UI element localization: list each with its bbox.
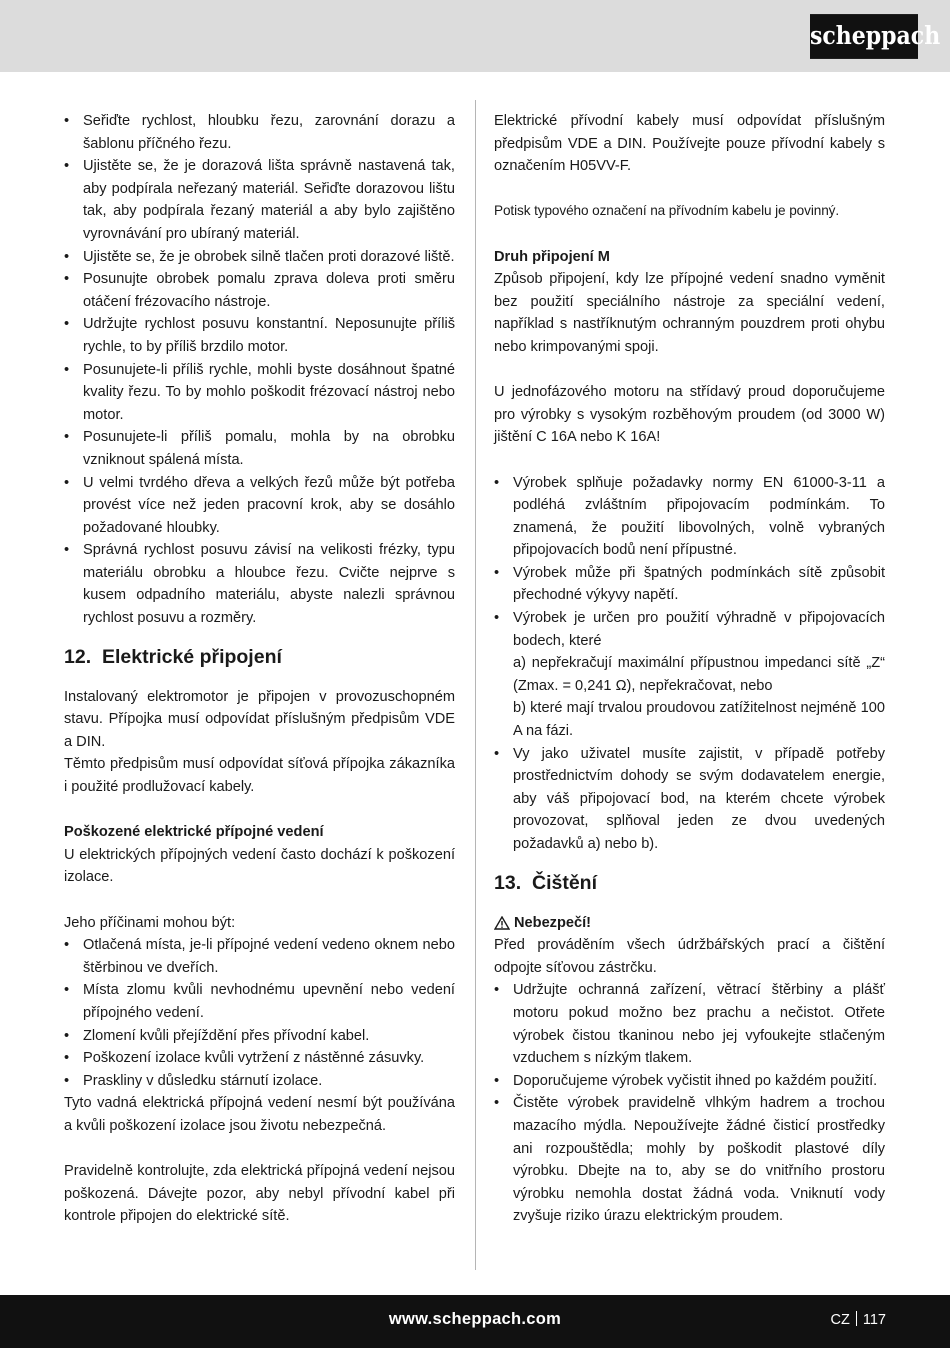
page-number: 117 — [862, 1312, 886, 1328]
milling-instructions-list — [64, 110, 455, 630]
damaged-cable-heading: Poškozené elektrické přípojné vedení — [64, 824, 324, 841]
list-item: • Posunujete-li příliš rychle, mohli byste dosáhnout špatné kvality řezu. To by mohlo poškodit frézovací nástroj nebo motor. — [64, 359, 455, 427]
paragraph-installed-motor: Instalovaný elektromotor je připojen v provozuschopném stavu. Přípojka musí odpovídat příslušným předpisům VDE a DIN. — [64, 688, 455, 750]
paragraph-dangerous: Tyto vadná elektrická přípojná vedení nesmí být používána a kvůli poškození izolace jsou životu nebezpečná. — [64, 1095, 455, 1134]
connection-type-heading: Druh připojení M — [494, 248, 610, 265]
list-item: • Místa zlomu kvůli nevhodnému upevnění nebo vedení přípojného vedení. — [64, 979, 455, 1024]
list-item: • Doporučujeme výrobek vyčistit ihned po každém použití. — [494, 1070, 885, 1093]
paragraph-check: Pravidelně kontrolujte, zda elektrická přípojná vedení nejsou poškozená. Dávejte pozor, aby nebyl přívodní kabel při kontrole připojen do elektrické sítě. — [64, 1163, 455, 1225]
paragraph-cables: Elektrické přívodní kabely musí odpovídat příslušným předpisům VDE a DIN. Používejte pouze přívodní kabely s označením H05VV-F. — [494, 113, 885, 175]
list-item: • Udržujte rychlost posuvu konstantní. Neposunujte příliš rychle, to by příliš brzdilo motor. — [64, 313, 455, 358]
section-title: Čištění — [532, 871, 598, 894]
section-number: 12. — [64, 645, 92, 668]
section-12-heading — [64, 644, 455, 670]
list-item: • Vy jako uživatel musíte zajistit, v případě potřeby prostřednictvím dohody se svým dodavatelem energie, aby váš připojovací bod, na kterém chcete výrobek provozovat, splňoval jeden ze dvou uvedených požadavků a) nebo b). — [494, 743, 885, 856]
list-item-intro: • Výrobek je určen pro použití výhradně v připojovacích bodech, které — [513, 610, 885, 649]
list-item: • Výrobek splňuje požadavky normy EN 61000-3-11 a podléhá zvláštním připojovacím podmínkám. To znamená, že použití libovolných, volně vybraných připojovacích bodů není přípustné. — [494, 472, 885, 562]
website-link[interactable]: www.scheppach.com — [388, 1310, 562, 1328]
causes-list — [64, 934, 455, 1092]
list-item — [494, 607, 885, 743]
cleaning-list — [494, 979, 885, 1228]
list-item: • U velmi tvrdého dřeva a velkých řezů může být potřeba provést více než jeden pracovní krok, aby se dosáhlo požadované hloubky. — [64, 472, 455, 540]
list-item: • Posunujete-li příliš pomalu, mohla by na obrobku vzniknout spálená místa. — [64, 426, 455, 471]
list-item: • Praskliny v důsledku stárnutí izolace. — [64, 1070, 455, 1093]
section-number: 13. — [494, 871, 522, 894]
list-item: • Poškození izolace kvůli vytržení z nástěnné zásuvky. — [64, 1047, 455, 1070]
warning-label: Nebezpečí! — [514, 914, 592, 931]
list-item: • Otlačená místa, je-li přípojné vedení vedeno oknem nebo štěrbinou ve dveřích. — [64, 934, 455, 979]
section-title: Elektrické připojení — [102, 645, 282, 668]
warning-triangle-icon — [494, 916, 510, 930]
brand-logo: scheppach — [810, 14, 918, 59]
list-item: • Výrobek může při špatných podmínkách sítě způsobit přechodné výkyvy napětí. — [494, 562, 885, 607]
damaged-cable-text: U elektrických přípojných vedení často dochází k poškození izolace. — [64, 846, 455, 886]
causes-intro: Jeho příčinami mohou být: — [64, 914, 236, 931]
connection-type-text: Způsob připojení, kdy lze přípojné vedení snadno vyměnit bez použití speciálního nástroje za speciální vedení, například s nastříknutým ochranným pouzdrem proti ohybu nebo krimpovanými spoji. — [494, 271, 885, 355]
list-item: • Správná rychlost posuvu závisí na velikosti frézky, typu materiálu obrobku a hloubce řezu. Cvičte nejprve s kusem odpadního materiálu, abyste nalezli správnou rychlost posuvu a rozměry. — [64, 539, 455, 629]
paragraph-label-print: Potisk typového označení na přívodním kabelu je povinný. — [494, 203, 840, 219]
separator — [856, 1311, 857, 1326]
list-item-option-a: a) nepřekračují maximální přípustnou impedanci sítě „Z“ (Zmax. = 0,241 Ω), nepřekračovat, nebo — [513, 655, 885, 694]
grid-requirements-list — [494, 472, 885, 856]
list-item: • Seřiďte rychlost, hloubku řezu, zarovnání dorazu a šablonu příčného řezu. — [64, 110, 455, 155]
list-item: • Udržujte ochranná zařízení, větrací štěrbiny a plášť motoru pokud možno bez prachu a nečistot. Otřete výrobek čistou tkaninou nebo jej vyfoukejte stlačeným vzduchem s nízkým tlakem. — [494, 979, 885, 1069]
page-header — [0, 0, 950, 72]
left-column — [64, 110, 455, 1228]
warning-text: Před prováděním všech údržbářských prací a čištění odpojte síťovou zástrčku. — [494, 937, 885, 976]
page-footer — [0, 1295, 950, 1348]
list-item: • Ujistěte se, že je obrobek silně tlačen proti dorazové liště. — [64, 246, 455, 269]
paragraph-motor-fuse: U jednofázového motoru na střídavý proud doporučujeme pro výrobky s vysokým rozběhovým proudem (od 3000 W) jištění C 16A nebo K 16A! — [494, 384, 885, 446]
list-item-option-b: b) které mají trvalou proudovou zatížitelnost nejméně 100 A na fázi. — [513, 700, 885, 740]
list-item: • Čistěte výrobek pravidelně vlhkým hadrem a trochou mazacího mýdla. Nepoužívejte žádné čisticí prostředky ani rozpouštědla; mohly by poškodit plastové díly výrobku. Dbejte na to, aby se do vnitřního prostoru výrobku nemohla dostat žádná voda. Vniknutí vody zvyšuje riziko úrazu elektrickým proudem. — [494, 1092, 885, 1228]
list-item: • Posunujte obrobek pomalu zprava doleva proti směru otáčení frézovacího nástroje. — [64, 268, 455, 313]
column-divider — [475, 100, 476, 1270]
right-column — [494, 110, 885, 1228]
paragraph-regulations: Těmto předpisům musí odpovídat síťová přípojka zákazníka i použité prodlužovací kabely. — [64, 756, 455, 796]
danger-warning — [494, 912, 885, 935]
page-indicator — [831, 1311, 886, 1328]
section-13-heading — [494, 870, 885, 896]
list-item: • Ujistěte se, že je dorazová lišta správně nastavená tak, aby podpírala neřezaný materiál. Seřiďte dorazovou lištu tak, aby podpírala řezaný materiál a aby bylo zajištěno vyrovnávání pro ubíraný materiál. — [64, 155, 455, 245]
list-item: • Zlomení kvůli přejíždění přes přívodní kabel. — [64, 1025, 455, 1048]
language-code: CZ — [830, 1312, 850, 1328]
